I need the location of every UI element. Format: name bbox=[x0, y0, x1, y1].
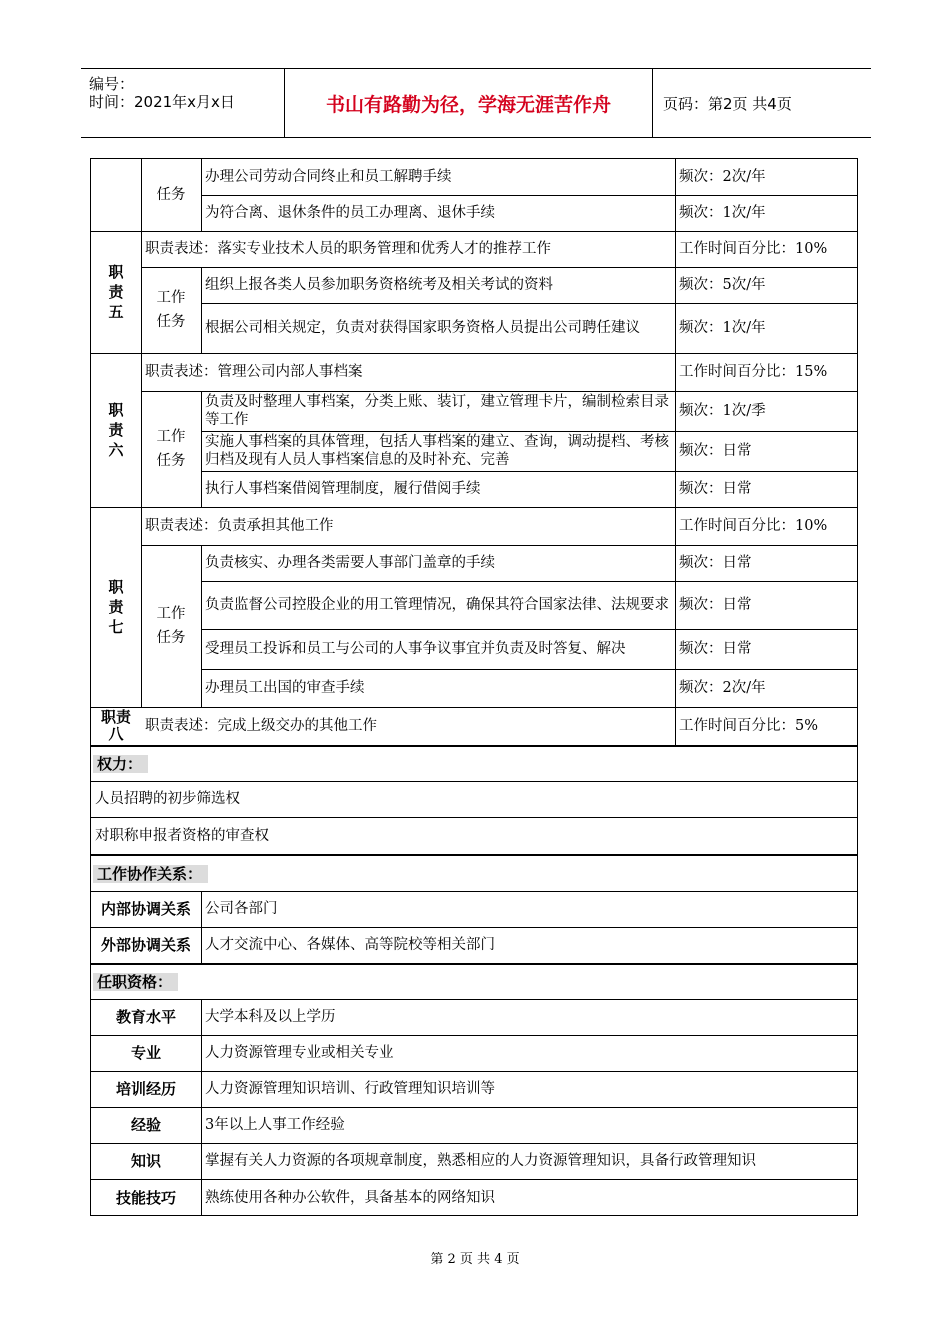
internal-relations-value: 公司各部门 bbox=[205, 901, 278, 917]
task-frequency: 频次：2次/年 bbox=[679, 169, 766, 185]
duty-7-time-percent: 工作时间百分比：10% bbox=[679, 518, 828, 534]
qualification-value: 人力资源管理专业或相关专业 bbox=[205, 1045, 394, 1061]
task-text: 办理公司劳动合同终止和员工解聘手续 bbox=[205, 169, 452, 185]
task-text: 负责核实、办理各类需要人事部门盖章的手续 bbox=[205, 555, 495, 571]
task-text: 执行人事档案借阅管理制度，履行借阅手续 bbox=[205, 481, 481, 497]
task-frequency: 频次：日常 bbox=[679, 481, 752, 497]
task-frequency: 频次：日常 bbox=[679, 443, 752, 459]
header-page-code: 页码：第2页 共4页 bbox=[663, 94, 792, 113]
task-frequency: 频次：2次/年 bbox=[679, 680, 766, 696]
qualification-value: 掌握有关人力资源的各项规章制度，熟悉相应的人力资源管理知识，具备行政管理知识 bbox=[205, 1153, 756, 1169]
duty-5-description: 职责表述：落实专业技术人员的职务管理和优秀人才的推荐工作 bbox=[145, 241, 551, 257]
task-text: 根据公司相关规定，负责对获得国家职务资格人员提出公司聘任建议 bbox=[205, 320, 640, 336]
qualification-label: 专业 bbox=[130, 1044, 161, 1062]
task-frequency: 频次：日常 bbox=[679, 597, 752, 613]
task-frequency: 频次：5次/年 bbox=[679, 277, 766, 293]
task-frequency: 频次：1次/年 bbox=[679, 205, 766, 221]
task-text: 负责及时整理人事档案，分类上账、装订，建立管理卡片，编制检索目录等工作 bbox=[205, 394, 669, 428]
qualification-value: 3年以上人事工作经验 bbox=[205, 1117, 345, 1133]
work-task-label: 工作 任务 bbox=[156, 429, 186, 469]
task-label: 任务 bbox=[156, 187, 186, 203]
document-date: 时间：2021年x月x日 bbox=[89, 93, 235, 111]
duty-8-label: 职责 八 bbox=[100, 708, 131, 743]
power-item: 对职称申报者资格的审查权 bbox=[95, 827, 269, 844]
work-task-label: 工作 任务 bbox=[156, 606, 186, 646]
task-frequency: 频次：日常 bbox=[679, 641, 752, 657]
task-frequency: 频次：1次/季 bbox=[679, 403, 766, 419]
task-text: 为符合离、退休条件的员工办理离、退休手续 bbox=[205, 205, 495, 221]
relations-section-title: 工作协作关系： bbox=[93, 856, 593, 891]
task-text: 负责监督公司控股企业的用工管理情况，确保其符合国家法律、法规要求 bbox=[205, 597, 669, 613]
job-description-table bbox=[90, 158, 858, 1216]
powers-section-title: 权力： bbox=[93, 747, 593, 781]
duty-5-time-percent: 工作时间百分比：10% bbox=[679, 241, 828, 257]
task-text: 组织上报各类人员参加职务资格统考及相关考试的资料 bbox=[205, 277, 553, 293]
qualification-value: 熟练使用各种办公软件，具备基本的网络知识 bbox=[205, 1189, 495, 1206]
page-header bbox=[81, 68, 871, 138]
task-frequency: 频次：日常 bbox=[679, 555, 752, 571]
header-motto: 书山有路勤为径，学海无涯苦作舟 bbox=[285, 69, 653, 137]
external-relations-label: 外部协调关系 bbox=[100, 936, 191, 954]
task-frequency: 频次：1次/年 bbox=[679, 320, 766, 336]
qualifications-section-title: 任职资格： bbox=[93, 965, 593, 999]
task-text: 实施人事档案的具体管理，包括人事档案的建立、查询，调动提档、考核归档及现有人员人事档案信息的及时补充、完善 bbox=[205, 434, 669, 468]
duty-6-time-percent: 工作时间百分比：15% bbox=[679, 364, 828, 380]
qualification-value: 大学本科及以上学历 bbox=[205, 1009, 336, 1025]
page-footer: 第 2 页 共 4 页 bbox=[430, 1252, 520, 1267]
document-number-label: 编号： bbox=[89, 75, 135, 93]
header-meta bbox=[81, 69, 285, 137]
duty-5-label: 职 责 五 bbox=[108, 263, 124, 321]
duty-6-label: 职 责 六 bbox=[108, 401, 124, 459]
duty-6-description: 职责表述：管理公司内部人事档案 bbox=[145, 364, 363, 380]
qualification-label: 知识 bbox=[130, 1152, 161, 1170]
qualification-label: 培训经历 bbox=[115, 1080, 176, 1098]
duty-8-description: 职责表述：完成上级交办的其他工作 bbox=[145, 718, 377, 734]
duty-7-description: 职责表述：负责承担其他工作 bbox=[145, 518, 334, 534]
task-text: 受理员工投诉和员工与公司的人事争议事宜并负责及时答复、解决 bbox=[205, 641, 626, 657]
qualification-value: 人力资源管理知识培训、行政管理知识培训等 bbox=[205, 1081, 495, 1097]
task-text: 办理员工出国的审查手续 bbox=[205, 680, 365, 696]
qualification-label: 教育水平 bbox=[115, 1008, 176, 1026]
qualification-label: 技能技巧 bbox=[115, 1188, 176, 1207]
duty-8-time-percent: 工作时间百分比：5% bbox=[679, 718, 819, 734]
external-relations-value: 人才交流中心、各媒体、高等院校等相关部门 bbox=[205, 937, 495, 953]
qualification-label: 经验 bbox=[130, 1116, 161, 1134]
work-task-label: 工作 任务 bbox=[156, 290, 186, 330]
duty-7-label: 职 责 七 bbox=[108, 578, 124, 636]
power-item: 人员招聘的初步筛选权 bbox=[95, 791, 240, 807]
internal-relations-label: 内部协调关系 bbox=[100, 900, 191, 918]
